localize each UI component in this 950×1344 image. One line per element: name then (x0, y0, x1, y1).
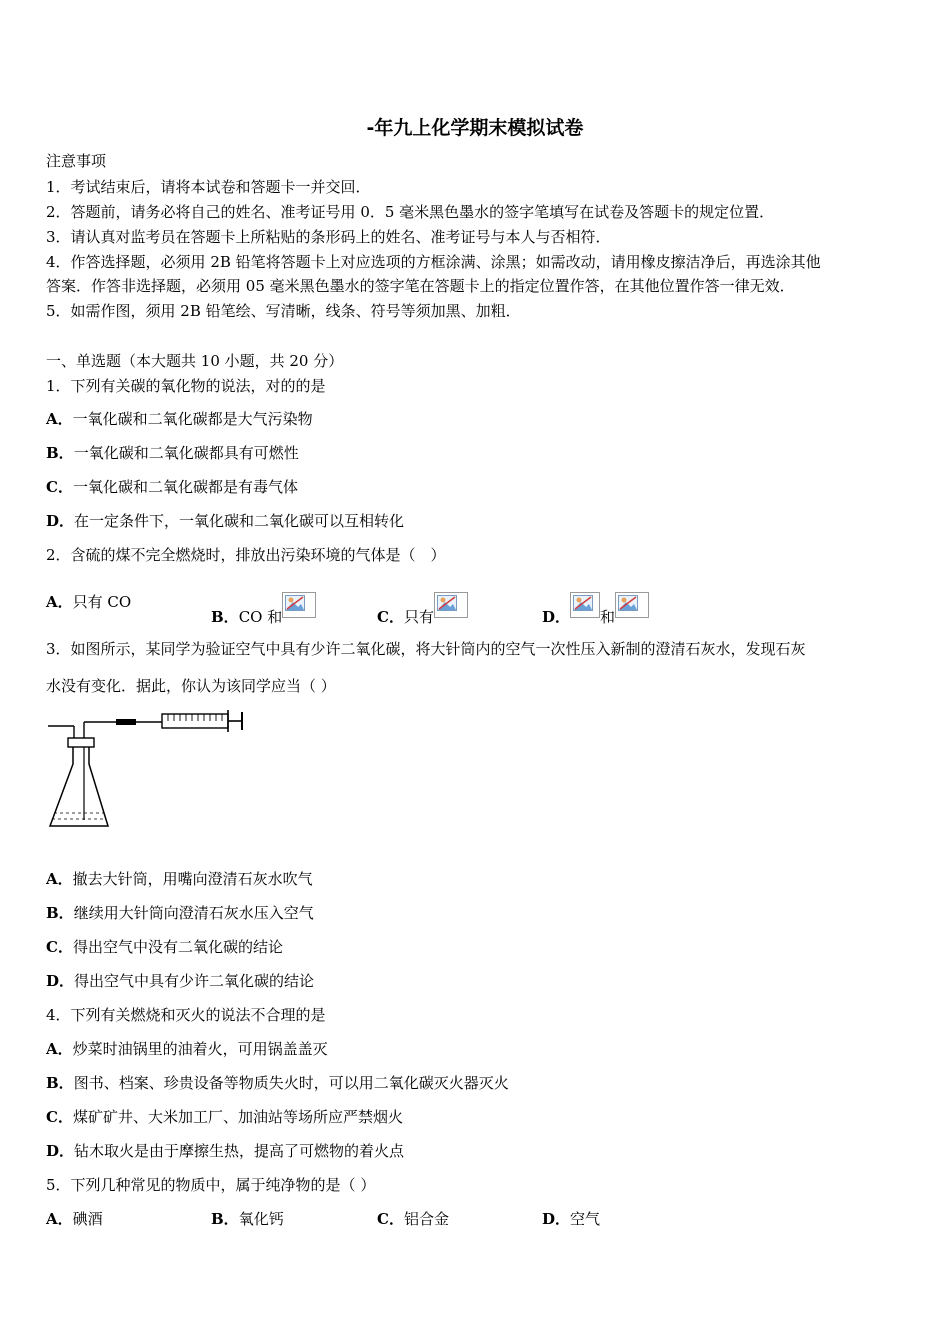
option-label: B． (46, 444, 74, 462)
q5-option-d[interactable] (542, 1209, 600, 1229)
q1-option-d[interactable] (46, 511, 404, 531)
page-title: -年九上化学期末模拟试卷 (366, 117, 584, 139)
option-text: CO 和 (238, 608, 283, 626)
q4-stem: 4．下列有关燃烧和灭火的说法不合理的是 (46, 1006, 326, 1024)
option-text: 得出空气中具有少许二氧化碳的结论 (74, 972, 315, 990)
notice-item: 1．考试结束后，请将本试卷和答题卡一并交回． (46, 178, 371, 196)
option-label: C． (46, 938, 73, 956)
option-text: 铝合金 (403, 1210, 449, 1228)
option-label: D． (542, 608, 571, 626)
q3-option-b[interactable] (46, 903, 314, 923)
option-text: 只有 CO (72, 593, 132, 611)
option-text: 一氧化碳和二氧化碳都具有可燃性 (73, 444, 299, 462)
q2-option-b[interactable] (211, 592, 316, 627)
broken-image-icon (615, 592, 649, 618)
option-label: A． (46, 593, 73, 611)
notice-item: 答案．作答非选择题，必须用 05 毫米黑色墨水的签字笔在答题卡上的指定位置作答，在其他位置作答一律无效． (46, 277, 795, 295)
option-label: D． (542, 1210, 571, 1228)
option-text: 空气 (570, 1210, 601, 1228)
option-label: A． (46, 870, 73, 888)
option-text: 得出空气中没有二氧化碳的结论 (72, 938, 283, 956)
option-text: 碘酒 (72, 1210, 103, 1228)
q4-option-d[interactable] (46, 1141, 404, 1161)
option-label: B． (211, 1210, 239, 1228)
option-label: C． (46, 1108, 73, 1126)
option-text: 炒菜时油锅里的油着火，可用锅盖盖灭 (72, 1040, 328, 1058)
option-label: A． (46, 1210, 73, 1228)
option-label: A． (46, 1040, 73, 1058)
q1-option-c[interactable] (46, 477, 298, 497)
option-text: 撤去大针筒，用嘴向澄清石灰水吹气 (72, 870, 313, 888)
option-text: 钻木取火是由于摩擦生热，提高了可燃物的着火点 (74, 1142, 405, 1160)
q3-stem-line1: 3．如图所示，某同学为验证空气中具有少许二氧化碳，将大针筒内的空气一次性压入新制的澄清石灰水，发现石灰 (46, 640, 806, 658)
q2-stem: 2．含硫的煤不完全燃烧时，排放出污染环境的气体是（ ） (46, 546, 446, 564)
notice-heading: 注意事项 (46, 152, 107, 170)
notice-item: 3．请认真对监考员在答题卡上所粘贴的条形码上的姓名、准考证号与本人与否相符． (46, 228, 611, 246)
broken-image-icon (570, 592, 600, 618)
q1-stem: 1．下列有关碳的氧化物的说法，对的的是 (46, 377, 326, 395)
q4-option-b[interactable] (46, 1073, 509, 1093)
option-label: B． (211, 608, 239, 626)
option-text: 在一定条件下，一氧化碳和二氧化碳可以互相转化 (74, 512, 405, 530)
notice-item: 4．作答选择题，必须用 2B 铅笔将答题卡上对应选项的方框涂满、涂黑；如需改动，请用橡皮擦洁净后，再选涂其他 (46, 253, 821, 271)
option-text: 一氧化碳和二氧化碳都是大气污染物 (72, 410, 313, 428)
q1-option-a[interactable] (46, 409, 313, 429)
q2-option-a[interactable] (46, 592, 131, 612)
q3-option-a[interactable] (46, 869, 313, 889)
option-label: B． (46, 1074, 74, 1092)
option-label: A． (46, 410, 73, 428)
q5-stem: 5．下列几种常见的物质中，属于纯净物的是（ ） (46, 1176, 376, 1194)
q2-option-c[interactable] (377, 592, 468, 627)
syringe-flask-apparatus (44, 708, 254, 836)
option-label: D． (46, 1142, 75, 1160)
option-label: B． (46, 904, 74, 922)
q4-option-c[interactable] (46, 1107, 403, 1127)
notice-item: 5．如需作图，须用 2B 铅笔绘、写清晰，线条、符号等须加黑、加粗． (46, 302, 521, 320)
q3-option-c[interactable] (46, 937, 283, 957)
option-text: 只有 (403, 608, 434, 626)
option-label: C． (377, 608, 404, 626)
option-text: 煤矿矿井、大米加工厂、加油站等场所应严禁烟火 (72, 1108, 403, 1126)
q1-option-b[interactable] (46, 443, 299, 463)
q5-option-c[interactable] (377, 1209, 449, 1229)
q3-option-d[interactable] (46, 971, 314, 991)
option-label: C． (377, 1210, 404, 1228)
option-text: 继续用大针筒向澄清石灰水压入空气 (73, 904, 314, 922)
notice-item: 2．答题前，请务必将自己的姓名、准考证号用 0．5 毫米黑色墨水的签字笔填写在试卷及答题卡的规定位置． (46, 203, 775, 221)
option-text: 和 (600, 608, 616, 626)
section-heading: 一、单选题（本大题共 10 小题，共 20 分） (46, 352, 344, 370)
option-label: D． (46, 512, 75, 530)
broken-image-icon (282, 592, 316, 618)
option-text: 一氧化碳和二氧化碳都是有毒气体 (72, 478, 298, 496)
option-text: 氧化钙 (238, 1210, 284, 1228)
option-label: D． (46, 972, 75, 990)
q4-option-a[interactable] (46, 1039, 328, 1059)
q3-stem-line2: 水没有变化．据此，你认为该同学应当（ ） (46, 677, 336, 695)
q5-option-b[interactable] (211, 1209, 284, 1229)
option-text: 图书、档案、珍贵设备等物质失火时，可以用二氧化碳灭火器灭火 (73, 1074, 509, 1092)
broken-image-icon (434, 592, 468, 618)
option-label: C． (46, 478, 73, 496)
q2-option-d[interactable] (542, 592, 649, 627)
q5-option-a[interactable] (46, 1209, 103, 1229)
